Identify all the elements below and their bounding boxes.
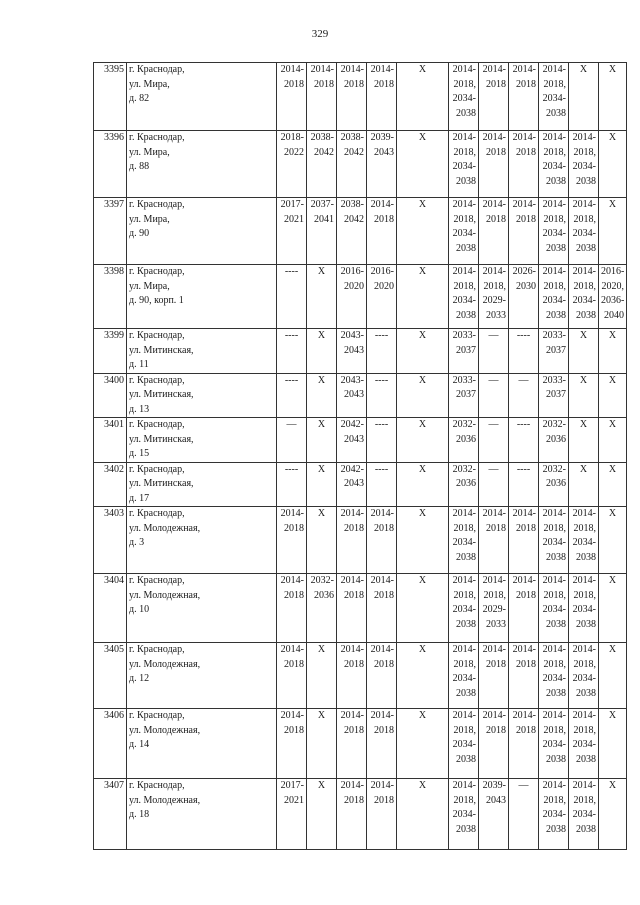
period-cell: Х: [397, 131, 449, 198]
period-cell: 2014- 2018: [479, 709, 509, 779]
period-cell: ----: [277, 373, 307, 418]
period-cell: ----: [277, 462, 307, 507]
row-number: 3399: [94, 329, 127, 374]
row-number: 3406: [94, 709, 127, 779]
period-cell: Х: [599, 63, 627, 131]
period-cell: Х: [569, 418, 599, 463]
period-cell: Х: [599, 507, 627, 574]
period-cell: Х: [599, 779, 627, 850]
period-cell: 2014- 2018: [337, 779, 367, 850]
period-cell: 2032- 2036: [449, 418, 479, 463]
period-cell: —: [509, 373, 539, 418]
table-row: [94, 265, 627, 329]
period-cell: 2014- 2018: [367, 507, 397, 574]
period-cell: 2014- 2018: [509, 709, 539, 779]
period-cell: 2033- 2037: [449, 329, 479, 374]
period-cell: 2042- 2043: [337, 462, 367, 507]
table-row: [94, 462, 627, 507]
period-cell: 2014- 2018, 2034- 2038: [539, 779, 569, 850]
table-row: [94, 709, 627, 779]
period-cell: Х: [397, 574, 449, 643]
period-cell: 2014- 2018: [367, 779, 397, 850]
period-cell: 2014- 2018, 2034- 2038: [539, 709, 569, 779]
period-cell: 2014- 2018, 2034- 2038: [449, 709, 479, 779]
period-cell: ----: [367, 462, 397, 507]
period-cell: Х: [307, 779, 337, 850]
period-cell: ----: [509, 418, 539, 463]
period-cell: 2014- 2018, 2034- 2038: [539, 643, 569, 709]
period-cell: 2014- 2018: [479, 643, 509, 709]
period-cell: Х: [569, 373, 599, 418]
row-number: 3403: [94, 507, 127, 574]
period-cell: 2014- 2018: [509, 507, 539, 574]
period-cell: 2014- 2018: [509, 643, 539, 709]
address-cell: г. Краснодар, ул. Мира, д. 90: [127, 198, 277, 265]
period-cell: Х: [397, 63, 449, 131]
period-cell: 2014- 2018, 2034- 2038: [449, 198, 479, 265]
period-cell: 2014- 2018, 2034- 2038: [539, 265, 569, 329]
period-cell: 2014- 2018: [479, 507, 509, 574]
period-cell: 2014- 2018: [337, 709, 367, 779]
table-row: [94, 329, 627, 374]
period-cell: 2014- 2018, 2034- 2038: [569, 574, 599, 643]
table-row: [94, 779, 627, 850]
row-number: 3396: [94, 131, 127, 198]
period-cell: 2016- 2020: [367, 265, 397, 329]
period-cell: 2014- 2018, 2034- 2038: [539, 198, 569, 265]
address-cell: г. Краснодар, ул. Мира, д. 88: [127, 131, 277, 198]
address-cell: г. Краснодар, ул. Молодежная, д. 18: [127, 779, 277, 850]
address-cell: г. Краснодар, ул. Молодежная, д. 12: [127, 643, 277, 709]
period-cell: 2014- 2018, 2034- 2038: [539, 507, 569, 574]
period-cell: —: [509, 779, 539, 850]
period-cell: 2014- 2018, 2034- 2038: [539, 63, 569, 131]
row-number: 3407: [94, 779, 127, 850]
period-cell: 2014- 2018: [479, 63, 509, 131]
period-cell: 2032- 2036: [307, 574, 337, 643]
period-cell: 2032- 2036: [539, 462, 569, 507]
period-cell: 2017- 2021: [277, 198, 307, 265]
period-cell: 2042- 2043: [337, 418, 367, 463]
address-cell: г. Краснодар, ул. Митинская, д. 15: [127, 418, 277, 463]
period-cell: Х: [397, 507, 449, 574]
period-cell: Х: [307, 265, 337, 329]
period-cell: —: [277, 418, 307, 463]
period-cell: 2026- 2030: [509, 265, 539, 329]
period-cell: Х: [569, 63, 599, 131]
period-cell: 2033- 2037: [449, 373, 479, 418]
period-cell: ----: [509, 329, 539, 374]
period-cell: 2014- 2018: [367, 574, 397, 643]
period-cell: 2014- 2018, 2034- 2038: [569, 507, 599, 574]
period-cell: Х: [307, 462, 337, 507]
period-cell: 2014- 2018, 2034- 2038: [449, 507, 479, 574]
period-cell: 2014- 2018: [509, 63, 539, 131]
period-cell: Х: [599, 643, 627, 709]
period-cell: Х: [307, 507, 337, 574]
period-cell: 2014- 2018: [277, 709, 307, 779]
period-cell: 2014- 2018, 2034- 2038: [569, 265, 599, 329]
period-cell: 2014- 2018, 2034- 2038: [449, 265, 479, 329]
period-cell: Х: [599, 373, 627, 418]
schedule-table: [93, 62, 627, 850]
table-row: [94, 418, 627, 463]
period-cell: Х: [397, 779, 449, 850]
period-cell: ----: [509, 462, 539, 507]
period-cell: 2014- 2018, 2034- 2038: [569, 131, 599, 198]
table-row: [94, 574, 627, 643]
address-cell: г. Краснодар, ул. Митинская, д. 13: [127, 373, 277, 418]
period-cell: 2014- 2018: [509, 574, 539, 643]
page-number: 329: [311, 28, 329, 40]
period-cell: ----: [367, 329, 397, 374]
row-number: 3401: [94, 418, 127, 463]
address-cell: г. Краснодар, ул. Мира, д. 90, корп. 1: [127, 265, 277, 329]
period-cell: 2014- 2018: [367, 63, 397, 131]
period-cell: 2037- 2041: [307, 198, 337, 265]
period-cell: 2038- 2042: [307, 131, 337, 198]
period-cell: Х: [397, 643, 449, 709]
period-cell: 2039- 2043: [367, 131, 397, 198]
period-cell: 2014- 2018: [337, 507, 367, 574]
period-cell: Х: [599, 462, 627, 507]
period-cell: Х: [599, 198, 627, 265]
period-cell: 2014- 2018: [509, 131, 539, 198]
period-cell: 2039- 2043: [479, 779, 509, 850]
period-cell: 2014- 2018: [277, 507, 307, 574]
period-cell: 2014- 2018, 2034- 2038: [569, 779, 599, 850]
row-number: 3398: [94, 265, 127, 329]
period-cell: Х: [397, 373, 449, 418]
period-cell: 2014- 2018: [509, 198, 539, 265]
period-cell: ----: [367, 418, 397, 463]
period-cell: Х: [307, 418, 337, 463]
period-cell: Х: [397, 329, 449, 374]
period-cell: ----: [277, 265, 307, 329]
period-cell: 2014- 2018: [367, 643, 397, 709]
table-row: [94, 373, 627, 418]
period-cell: Х: [599, 418, 627, 463]
period-cell: 2014- 2018: [479, 131, 509, 198]
period-cell: 2016- 2020: [337, 265, 367, 329]
period-cell: ----: [277, 329, 307, 374]
row-number: 3404: [94, 574, 127, 643]
period-cell: 2014- 2018: [277, 63, 307, 131]
address-cell: г. Краснодар, ул. Молодежная, д. 10: [127, 574, 277, 643]
period-cell: Х: [397, 709, 449, 779]
period-cell: 2014- 2018, 2034- 2038: [449, 779, 479, 850]
period-cell: Х: [307, 373, 337, 418]
period-cell: 2018- 2022: [277, 131, 307, 198]
period-cell: 2014- 2018, 2034- 2038: [539, 574, 569, 643]
period-cell: 2014- 2018: [277, 643, 307, 709]
period-cell: 2014- 2018: [367, 709, 397, 779]
period-cell: 2014- 2018, 2034- 2038: [569, 198, 599, 265]
period-cell: 2014- 2018: [337, 63, 367, 131]
period-cell: 2014- 2018, 2034- 2038: [449, 643, 479, 709]
address-cell: г. Краснодар, ул. Митинская, д. 11: [127, 329, 277, 374]
period-cell: Х: [569, 329, 599, 374]
period-cell: Х: [307, 643, 337, 709]
table-row: [94, 63, 627, 131]
period-cell: 2033- 2037: [539, 329, 569, 374]
row-number: 3405: [94, 643, 127, 709]
period-cell: 2014- 2018, 2034- 2038: [449, 63, 479, 131]
period-cell: 2014- 2018: [367, 198, 397, 265]
address-cell: г. Краснодар, ул. Молодежная, д. 3: [127, 507, 277, 574]
period-cell: 2038- 2042: [337, 131, 367, 198]
address-cell: г. Краснодар, ул. Мира, д. 82: [127, 63, 277, 131]
period-cell: 2014- 2018: [277, 574, 307, 643]
period-cell: 2014- 2018: [479, 198, 509, 265]
row-number: 3402: [94, 462, 127, 507]
table-row: [94, 131, 627, 198]
period-cell: Х: [599, 329, 627, 374]
row-number: 3400: [94, 373, 127, 418]
period-cell: —: [479, 418, 509, 463]
period-cell: 2043- 2043: [337, 373, 367, 418]
period-cell: ----: [367, 373, 397, 418]
period-cell: 2014- 2018, 2034- 2038: [569, 709, 599, 779]
period-cell: Х: [569, 462, 599, 507]
period-cell: 2014- 2018, 2029- 2033: [479, 265, 509, 329]
table-row: [94, 507, 627, 574]
period-cell: —: [479, 329, 509, 374]
table-row: [94, 643, 627, 709]
period-cell: Х: [599, 574, 627, 643]
period-cell: Х: [307, 329, 337, 374]
period-cell: 2014- 2018, 2034- 2038: [449, 131, 479, 198]
period-cell: 2016- 2020, 2036- 2040: [599, 265, 627, 329]
period-cell: 2014- 2018: [307, 63, 337, 131]
address-cell: г. Краснодар, ул. Митинская, д. 17: [127, 462, 277, 507]
period-cell: 2014- 2018: [337, 574, 367, 643]
period-cell: Х: [397, 462, 449, 507]
period-cell: 2017- 2021: [277, 779, 307, 850]
period-cell: 2014- 2018, 2029- 2033: [479, 574, 509, 643]
table-row: [94, 198, 627, 265]
address-cell: г. Краснодар, ул. Молодежная, д. 14: [127, 709, 277, 779]
period-cell: 2014- 2018, 2034- 2038: [449, 574, 479, 643]
period-cell: Х: [599, 709, 627, 779]
period-cell: 2014- 2018, 2034- 2038: [539, 131, 569, 198]
period-cell: 2032- 2036: [539, 418, 569, 463]
period-cell: 2038- 2042: [337, 198, 367, 265]
row-number: 3395: [94, 63, 127, 131]
period-cell: Х: [397, 198, 449, 265]
period-cell: 2033- 2037: [539, 373, 569, 418]
period-cell: Х: [397, 265, 449, 329]
period-cell: Х: [397, 418, 449, 463]
period-cell: Х: [599, 131, 627, 198]
period-cell: 2043- 2043: [337, 329, 367, 374]
period-cell: 2014- 2018: [337, 643, 367, 709]
period-cell: —: [479, 462, 509, 507]
period-cell: Х: [307, 709, 337, 779]
period-cell: 2014- 2018, 2034- 2038: [569, 643, 599, 709]
period-cell: 2032- 2036: [449, 462, 479, 507]
row-number: 3397: [94, 198, 127, 265]
period-cell: —: [479, 373, 509, 418]
